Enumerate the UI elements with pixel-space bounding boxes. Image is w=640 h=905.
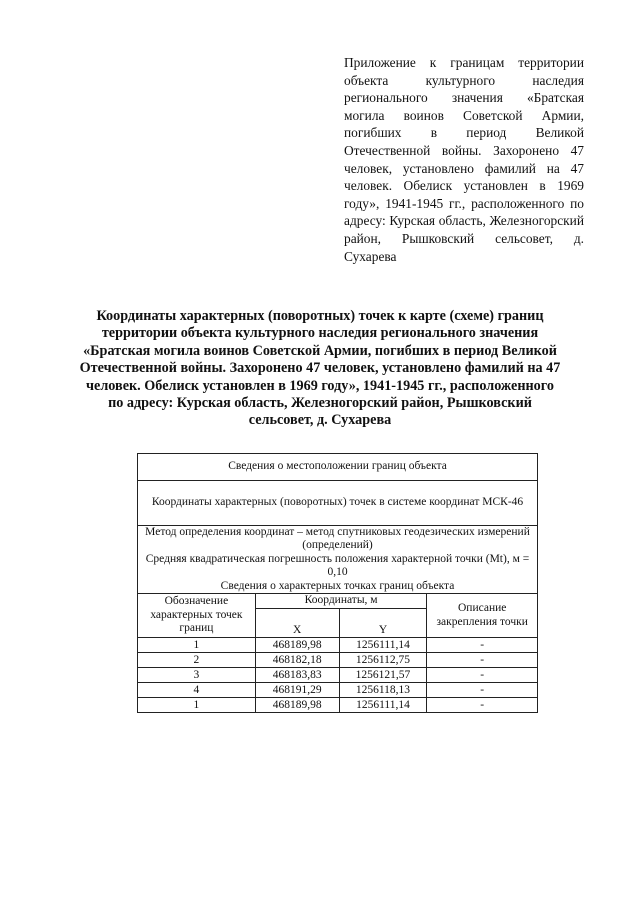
point-number: 1 [138, 638, 256, 653]
header-description: Описание закрепления точки [427, 594, 538, 638]
point-number: 4 [138, 683, 256, 698]
coord-y: 1256121,57 [339, 668, 427, 683]
method-cell [138, 526, 538, 594]
header-y: Y [339, 609, 427, 638]
point-description: - [427, 638, 538, 653]
coord-y: 1256118,13 [339, 683, 427, 698]
point-description: - [427, 653, 538, 668]
point-description: - [427, 668, 538, 683]
point-description: - [427, 683, 538, 698]
coordinates-table [137, 453, 538, 713]
coord-y: 1256112,75 [339, 653, 427, 668]
point-description: - [427, 698, 538, 713]
table-row [138, 683, 538, 698]
accuracy-text: Средняя квадратическая погрешность положения характерной точки (Mt), м = 0,10 [145, 552, 530, 579]
header-coordinates: Координаты, м [255, 594, 427, 609]
point-number: 2 [138, 653, 256, 668]
table-row [138, 668, 538, 683]
header-designation: Обозначение характерных точек границ [138, 594, 256, 638]
table-row [138, 638, 538, 653]
coord-x: 468183,83 [255, 668, 339, 683]
document-heading: Координаты характерных (поворотных) точек к карте (схеме) границ территории объекта культурного наследия регионального значения «Братская могила воинов Советской Армии, погибших в период Великой Отечественной войны. Захоронено 47 человек, установлено фамилий на 47 человек. Обелиск установлен в 1969 году», 1941-1945 гг., расположенного по адресу: Курская область, Железногорский район, Рышковский сельсовет, д. Сухарева [79, 308, 561, 429]
coord-y: 1256111,14 [339, 698, 427, 713]
header-x: X [255, 609, 339, 638]
points-title: Сведения о характерных точках границ объекта [220, 579, 455, 592]
coord-x: 468191,29 [255, 683, 339, 698]
coord-x: 468182,18 [255, 653, 339, 668]
appendix-note: Приложение к границам территории объекта культурного наследия регионального значения «Братская могила воинов Советской Армии, погибших в период Великой Отечественной войны. Захоронено 47 человек, установлено фамилий на 47 человек. Обелиск установлен в 1969 году», 1941-1945 гг., расположенного по адресу: Курская область, Железногорский район, Рышковский сельсовет, д. Сухарева [344, 55, 584, 264]
location-title: Сведения о местоположении границ объекта [138, 454, 538, 481]
point-number: 1 [138, 698, 256, 713]
coordinate-system: Координаты характерных (поворотных) точек в системе координат МСК-46 [138, 481, 538, 526]
table-row [138, 653, 538, 668]
coord-x: 468189,98 [255, 638, 339, 653]
table-row [138, 698, 538, 713]
method-text: Метод определения координат – метод спутниковых геодезических измерений (определений) [145, 526, 530, 552]
coord-y: 1256111,14 [339, 638, 427, 653]
point-number: 3 [138, 668, 256, 683]
coord-x: 468189,98 [255, 698, 339, 713]
